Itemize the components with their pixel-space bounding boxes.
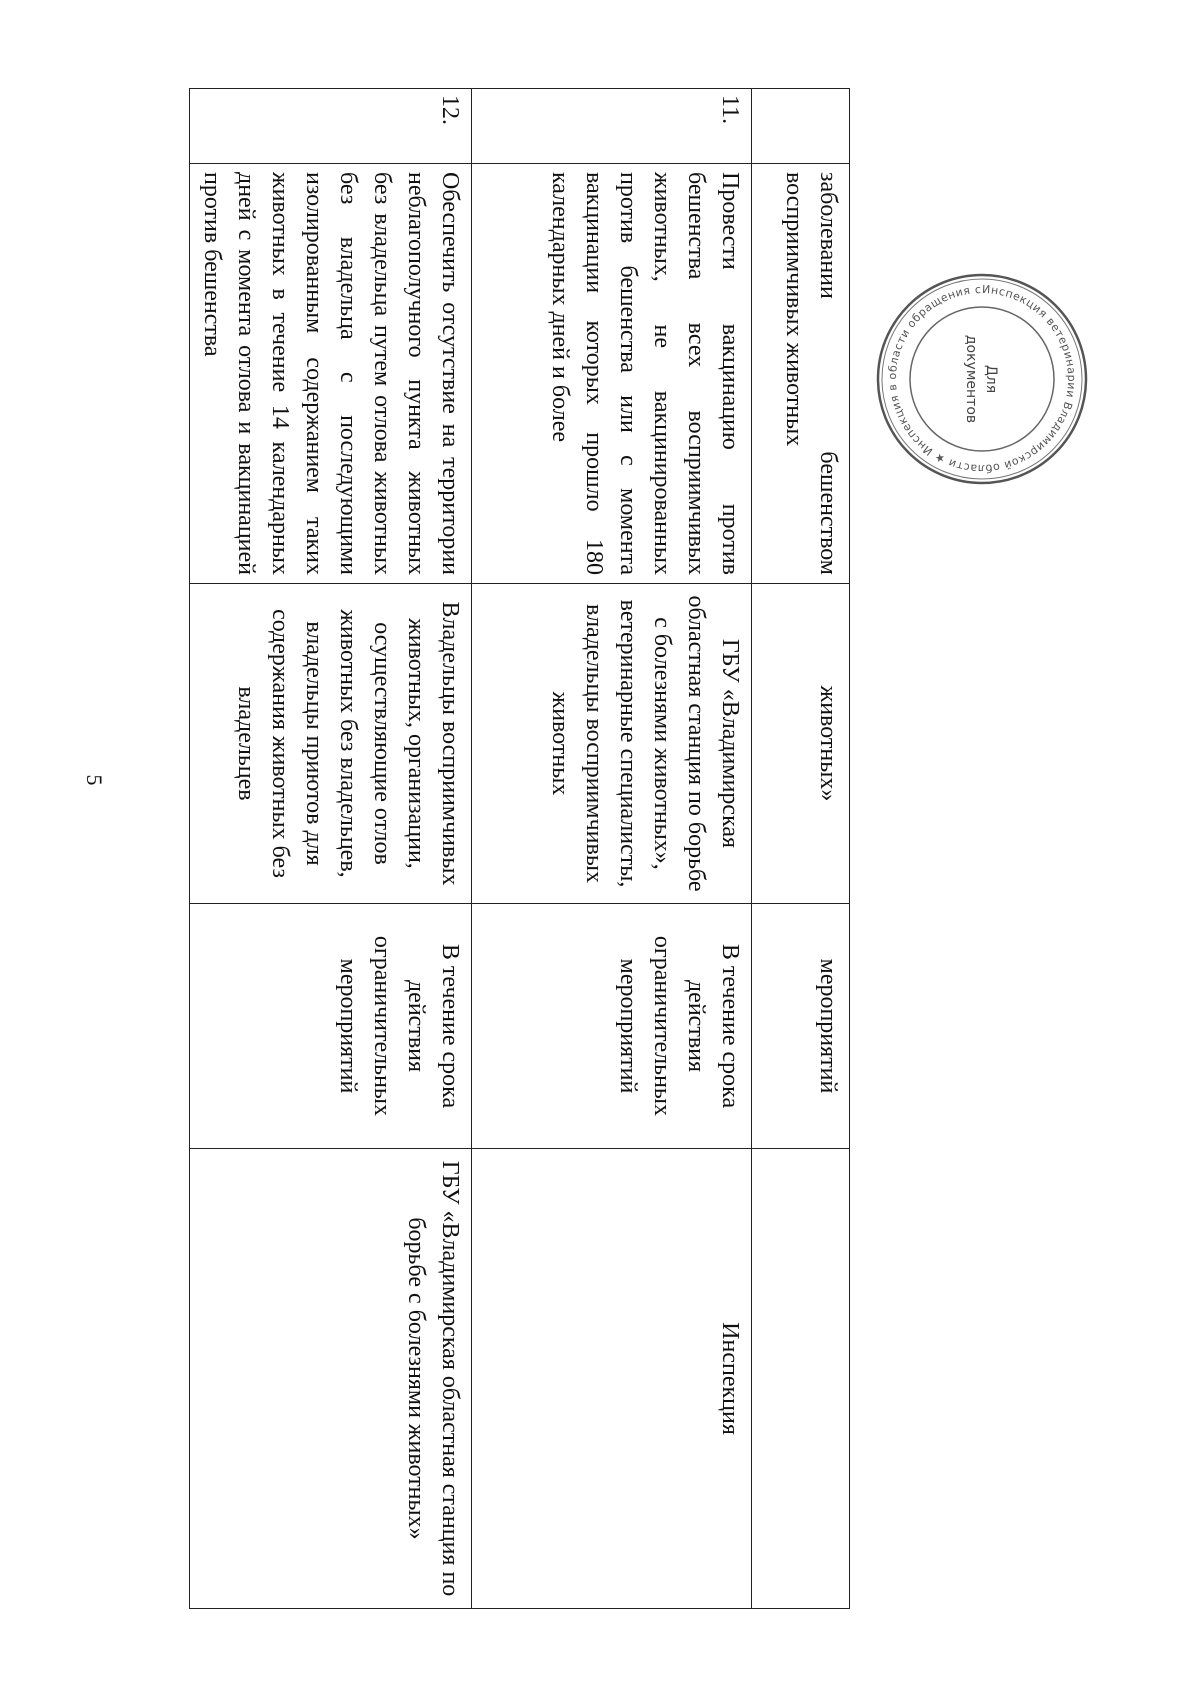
table-row xyxy=(752,89,850,1609)
stamp-outer-ring xyxy=(878,275,1086,483)
cell-control: ГБУ «Владимирская областная станция по борьбе с болезнями животных» xyxy=(190,1149,472,1609)
cell-description: Провести вакцинацию против бешенства всех восприимчивых животных, не вакцинированных против бешенства или с момента вакцинации которых прошло 180 календарных дней и более xyxy=(472,164,752,584)
stamp-inner-ring xyxy=(910,307,1054,451)
cell-responsible: животных» xyxy=(752,584,850,904)
table-row xyxy=(472,89,752,1609)
cell-deadline: В течение срока действия ограничительных мероприятий xyxy=(472,904,752,1149)
cell-number xyxy=(752,89,850,164)
stamp-center-line2: документов xyxy=(963,334,979,424)
cell-description: заболевании бешенством восприимчивых животных xyxy=(752,164,850,584)
page-number: 5 xyxy=(82,774,107,786)
rotated-document-area xyxy=(190,88,850,1608)
stamp-outer-ring-inner xyxy=(882,279,1082,479)
cell-deadline: мероприятий xyxy=(752,904,850,1149)
stamp-center-line1: Для xyxy=(983,364,999,394)
stamp-ring-text: Инспекция ветеринарии Владимирской области ★ Инспекция в области обращения с xyxy=(885,282,1079,476)
measures-table xyxy=(189,88,850,1609)
official-stamp xyxy=(873,270,1091,488)
stamp-graphic xyxy=(873,270,1091,488)
cell-responsible: Владельцы восприимчивых животных, организации, осуществляющие отлов животных без владельцев, владельцы приютов для содержания животных без владельцев xyxy=(190,584,472,904)
table-row xyxy=(190,89,472,1609)
cell-description: Обеспечить отсутствие на территории неблагополучного пункта животных без владельца путем отлова животных без владельца с последующими изолированным содержанием таких животных в течение 14 календарных дней с момента отлова и вакцинацией против бешенства xyxy=(190,164,472,584)
cell-responsible: ГБУ «Владимирская областная станция по борьбе с болезнями животных», ветеринарные специалисты, владельцы восприимчивых животных xyxy=(472,584,752,904)
cell-number: 12. xyxy=(190,89,472,164)
cell-control: Инспекция xyxy=(472,1149,752,1609)
cell-number: 11. xyxy=(472,89,752,164)
cell-deadline: В течение срока действия ограничительных мероприятий xyxy=(190,904,472,1149)
cell-control xyxy=(752,1149,850,1609)
